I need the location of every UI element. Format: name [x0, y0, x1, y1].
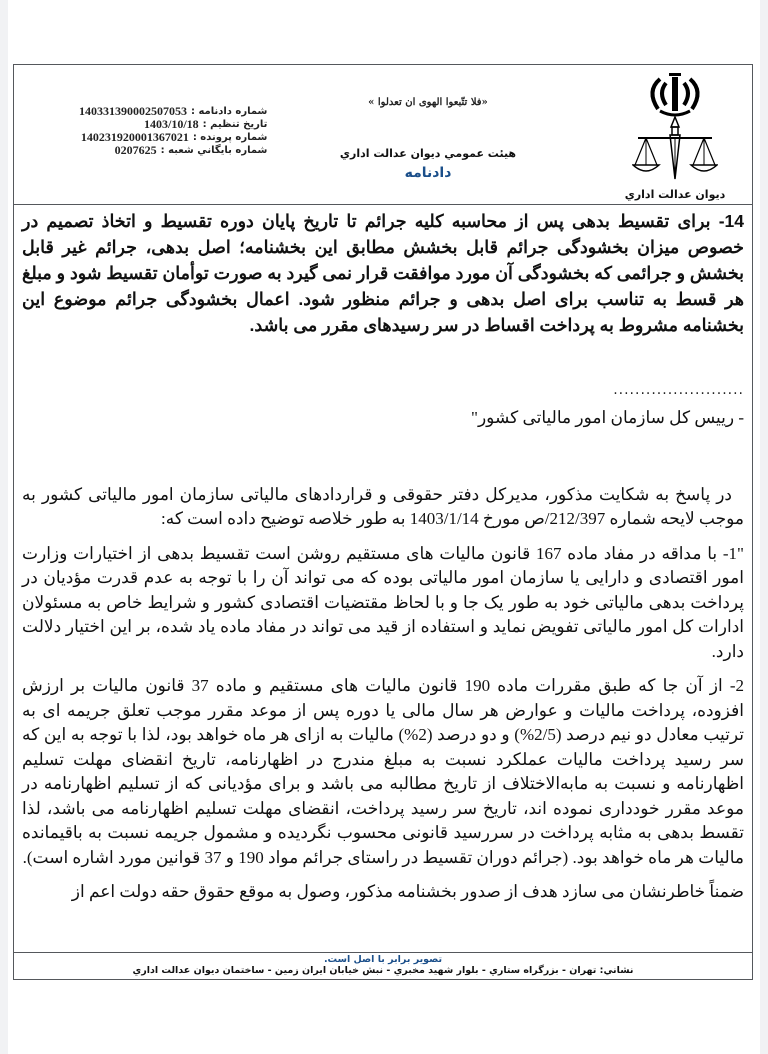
- signer-line: - رییس کل سازمان امور مالیاتی کشور": [471, 408, 744, 427]
- point-2-paragraph: 2- از آن جا که طبق مقررات ماده 190 قانون مالیات های مستقیم و ماده 37 قانون مالیات بر ارزش افزوده، پرداخت مالیات و عوارض هر سال مالی یا دوره پس از موعد مقرر موجب تعلق جریمه ای به ترتیب معادل دو نیم درصد (2/5%) و دو درصد (2%) مالیات به ازای هر ماه خواهد بود، لذا با توجه به این که سر رسید پرداخت مالیات عملکرد نسبت به مبلغ مندرج در اظهارنامه، تاریخ انقضای مهلت تسلیم اظهارنامه و نسبت به مابه‌الاختلاف از تاریخ مطالبه می باشد و برای مؤدیانی که از تسلیم اظهارنامه در موعد مقرر خودداری نموده اند، تاریخ سر رسید پرداخت، انقضای مهلت تسلیم اظهارنامه می باشد، لذا تقسط بدهی به مثابه پرداخت در سررسید قانونی محسوب نگردیده و مشمول جریمه نسبت به باقیمانده مالیات هر ماه خواهد بود. (جرائم دوران تقسیط در راستای جرائم مواد 190 و 37 قوانین مورد اشاره است).: [22, 676, 745, 867]
- issuing-board: هيئت عمومي ديوان عدالت اداري: [339, 147, 517, 160]
- meta-value: 140231920001367021: [80, 130, 189, 144]
- point-1-paragraph: "1- با مداقه در مفاد ماده 167 قانون مالیات های مستقیم روشن است تقسیط بدهی از اختیارات وزارت امور اقتصادی و دارایی یا سازمان امور مالیاتی بوده که می تواند آن را با توجه به عدم قدرت مؤدیان در پرداخت بدهی مالیاتی خود به طور یک جا و با لحاظ مقتضیات اقتصادی کشور و شرایط خاص به مسئولان ادارات کل امور مالیاتی تفویض نماید و استفاده از قید می تواند در مفاد ماده یاد شده، بر این اختیار دلالت دارد.: [22, 543, 744, 661]
- meta-label: تاريخ تنظيم :: [202, 119, 268, 130]
- document-header: [14, 65, 752, 205]
- meta-case-number: [79, 131, 267, 144]
- document-type-title: دادنامه: [404, 165, 452, 181]
- meta-label: شماره بايگاني شعبه :: [160, 145, 268, 156]
- page-margin-left: [0, 0, 8, 1054]
- page-margin-right: [760, 0, 768, 1054]
- closing-paragraph: ضمناً خاطرنشان می سازد هدف از صدور بخشنامه مذکور، وصول به موقع حقوق حقه دولت اعم از: [71, 882, 744, 901]
- document-metadata: [79, 105, 267, 157]
- document-page: [13, 64, 753, 980]
- meta-label: شماره دادنامه :: [191, 106, 268, 117]
- response-intro-paragraph: در پاسخ به شکایت مذکور، مدیرکل دفتر حقوقی و قراردادهای مالیاتی سازمان امور مالیاتی کشور به موجب لایحه شماره 212/397/ص مورخ 1403/1/14 به طور خلاصه توضیح داده است که:: [22, 484, 744, 528]
- meta-value: 0207625: [114, 143, 157, 157]
- meta-value: 140331390002507053: [79, 104, 187, 118]
- certified-copy-note: تصوير برابر با اصل است.: [323, 954, 443, 965]
- clause-14-paragraph: 14- برای تقسیط بدهی پس از محاسبه کلیه جرائم تا تاریخ پایان دوره تقسیط و اتخاذ تصمیم در خصوص میزان بخشودگی جرائم قابل بخشش مطابق این بخشنامه؛ اصل بدهی، جرائم غیر قابل بخشش و جرائمی که بخشودگی آن مورد موافقت قرار نمی گیرد به صورت توأمان تقسیط شود و مبلغ هر قسط به تناسب برای اصل بدهی و جرائم منظور شود. اعمال بخشودگی جرائم موضوع این بخشنامه مشروط به پرداخت اقساط در سر رسیدهای مقرر می باشد.: [22, 211, 744, 335]
- meta-label: شماره پرونده :: [192, 132, 268, 143]
- header-verse: «فلا تتّبعوا الهوى ان تعدلوا »: [368, 97, 488, 108]
- ellipsis-separator: ........................: [613, 382, 744, 398]
- court-emblem: [620, 71, 730, 201]
- document-body: [14, 204, 752, 954]
- meta-archive-number: [79, 144, 267, 157]
- court-name-caption: ديوان عدالت اداري: [624, 188, 726, 201]
- document-footer: [14, 952, 752, 979]
- meta-value: 1403/10/18: [144, 117, 199, 131]
- court-address: نشاني: تهران - بزرگراه ستاري - بلوار شهيد مخبري - نبش خيابان ايران زمين - ساختمان ديوان عدالت اداري: [132, 965, 634, 976]
